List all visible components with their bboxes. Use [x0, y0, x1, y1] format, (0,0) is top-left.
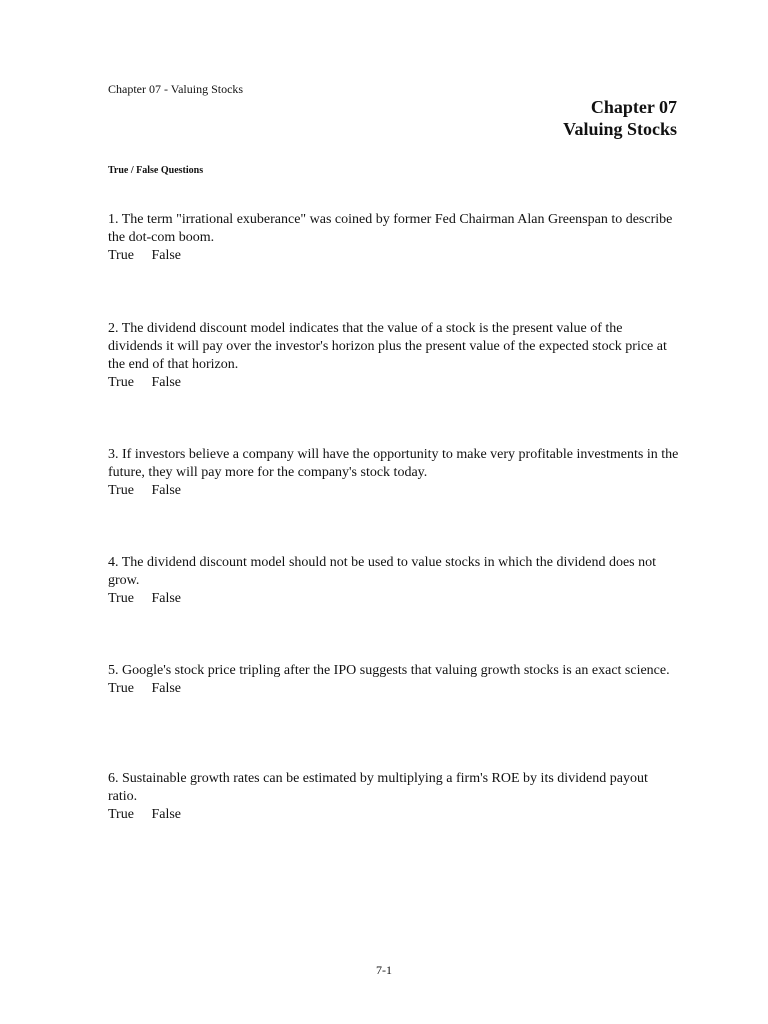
question-1 [108, 211, 680, 265]
answer-true: True [108, 375, 134, 390]
question-text: 3. If investors believe a company will have the opportunity to make very profitable investments in the future, they will pay more for the company's stock today. [108, 447, 679, 480]
answer-true: True [108, 591, 134, 606]
question-6 [108, 770, 680, 824]
answer-options [108, 590, 680, 608]
answer-true: True [108, 681, 134, 696]
question-text: 6. Sustainable growth rates can be estimated by multiplying a firm's ROE by its dividend payout ratio. [108, 771, 648, 804]
answer-options [108, 374, 680, 392]
chapter-name: Valuing Stocks [563, 119, 677, 139]
answer-options [108, 806, 680, 824]
question-text: 1. The term "irrational exuberance" was coined by former Fed Chairman Alan Greenspan to describe the dot-com boom. [108, 212, 673, 245]
answer-options [108, 247, 680, 265]
answer-false: False [151, 807, 181, 822]
answer-true: True [108, 248, 134, 263]
question-text: 5. Google's stock price tripling after the IPO suggests that valuing growth stocks is an exact science. [108, 663, 670, 678]
question-text: 2. The dividend discount model indicates that the value of a stock is the present value of the dividends it will pay over the investor's horizon plus the present value of the expected stock price at the end of that horizon. [108, 321, 667, 372]
answer-true: True [108, 483, 134, 498]
page-number: 7-1 [376, 963, 392, 977]
chapter-title [563, 96, 677, 140]
question-2 [108, 320, 680, 392]
question-5 [108, 662, 680, 698]
chapter-number: Chapter 07 [590, 97, 677, 117]
answer-false: False [151, 483, 181, 498]
section-title: True / False Questions [108, 165, 204, 176]
running-header: Chapter 07 - Valuing Stocks [108, 82, 244, 96]
question-3 [108, 446, 680, 500]
answer-false: False [151, 375, 181, 390]
answer-false: False [151, 591, 181, 606]
answer-options [108, 482, 680, 500]
answer-options [108, 680, 680, 698]
answer-false: False [151, 681, 181, 696]
answer-true: True [108, 807, 134, 822]
question-text: 4. The dividend discount model should not be used to value stocks in which the dividend does not grow. [108, 555, 657, 588]
question-4 [108, 554, 680, 608]
answer-false: False [151, 248, 181, 263]
